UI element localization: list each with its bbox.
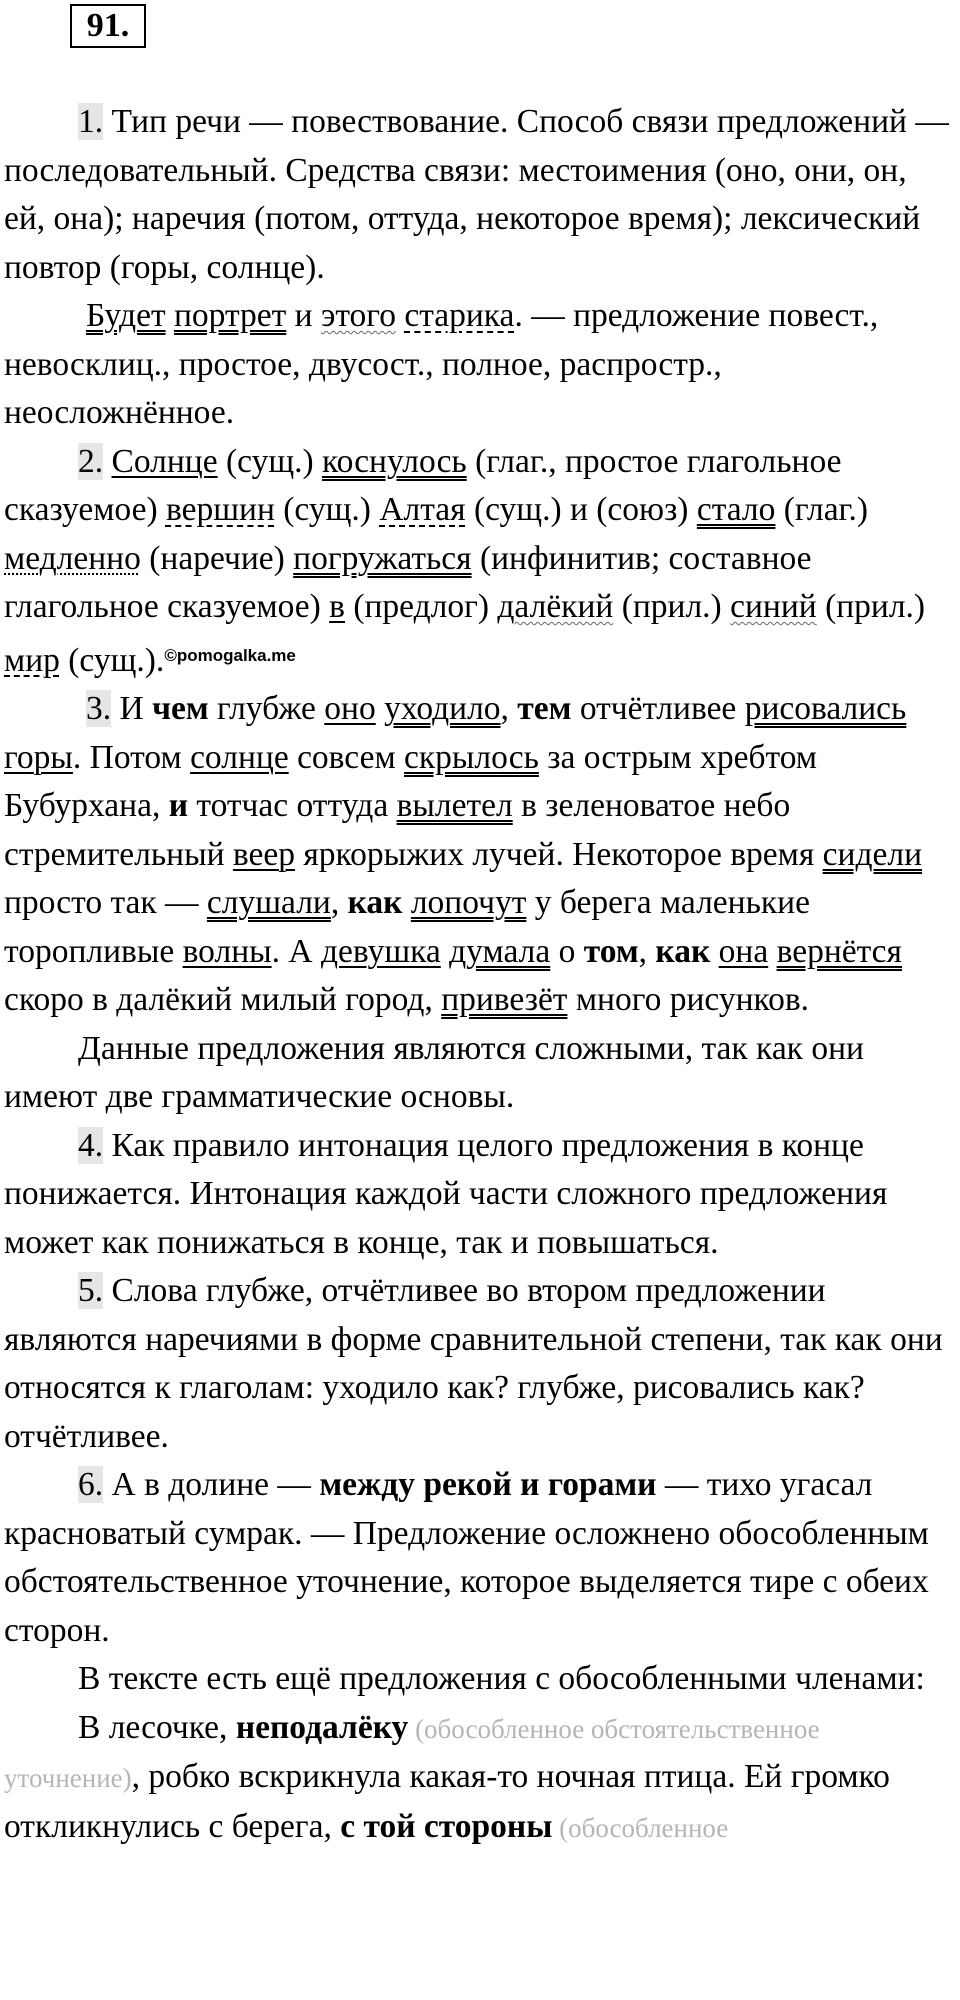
text: (прил.) xyxy=(816,588,926,625)
text: просто так — xyxy=(4,884,207,921)
text: много рисунков. xyxy=(567,981,810,1018)
text: (глаг.) xyxy=(775,491,869,528)
text xyxy=(710,933,718,970)
word: сидели xyxy=(822,835,923,873)
section-4 xyxy=(4,1122,956,1268)
section-3 xyxy=(4,685,956,1025)
word: погружаться xyxy=(293,539,472,577)
word: оно xyxy=(324,690,376,727)
section-6-example xyxy=(4,1704,956,1853)
text: скоро в далёкий милый город, xyxy=(4,981,442,1018)
word: рисовались xyxy=(744,690,907,727)
text: яркорыжих лучей. Некоторое время xyxy=(295,835,823,873)
word: мир xyxy=(4,641,60,679)
bold-word: и xyxy=(168,787,189,824)
bold-word: чем xyxy=(152,690,209,727)
text: совсем xyxy=(288,738,405,776)
word: слушали xyxy=(206,884,331,921)
grey-note: (обособленное xyxy=(552,1812,729,1843)
text: о xyxy=(550,932,584,970)
text: (инфинитив; составное глагольное сказуемое) xyxy=(4,539,812,625)
bold-word: как xyxy=(655,932,711,970)
text: . А xyxy=(271,932,321,970)
text: (сущ.) и (союз) xyxy=(465,491,697,528)
section-6-number: 6. xyxy=(78,1466,104,1503)
word: уходило xyxy=(384,690,501,727)
text: отчётливее xyxy=(571,690,745,727)
word: лопочут xyxy=(410,884,527,921)
section-2-number: 2. xyxy=(78,442,104,480)
word-budet: Будет xyxy=(86,297,166,334)
word: вылетел xyxy=(396,787,513,824)
text xyxy=(441,933,449,970)
section-1-parse xyxy=(4,292,956,438)
text: , xyxy=(330,884,348,921)
word: вернётся xyxy=(776,932,902,970)
word-starika: старика xyxy=(404,297,515,334)
bold-word: тем xyxy=(517,690,572,727)
section-4-text: Как правило интонация целого предложения в конце понижается. Интонация каждой части сложного предложения может как понижаться в конце, так и повышаться. xyxy=(4,1126,888,1261)
word: девушка xyxy=(320,932,441,970)
text: , xyxy=(638,932,656,970)
word: думала xyxy=(449,932,551,970)
text: , робко вскрикнула какая-то ночная птица. Ей громко откликнулись с берега, xyxy=(4,1758,890,1845)
word-etogo: этого xyxy=(320,297,396,334)
word: Солнце xyxy=(111,442,218,480)
text: (сущ.) xyxy=(217,442,323,480)
word: синий xyxy=(730,588,817,625)
text: (глаг., простое глагольное сказуемое) xyxy=(4,442,842,528)
text: тотчас оттуда xyxy=(188,787,397,824)
text: В лесочке, xyxy=(78,1708,236,1746)
watermark: ©pomogalka.me xyxy=(164,645,296,665)
text: (сущ.). xyxy=(59,641,165,679)
word: вершин xyxy=(165,491,275,528)
text: А в долине — xyxy=(103,1466,320,1503)
section-4-number: 4. xyxy=(78,1126,104,1164)
text: и xyxy=(286,297,321,334)
task-number: 91. xyxy=(70,4,146,48)
section-1 xyxy=(4,98,956,292)
word: скрылось xyxy=(404,738,539,776)
text: (наречие) xyxy=(140,539,294,577)
word-portret: портрет xyxy=(173,297,287,334)
word: далёкий xyxy=(497,588,614,625)
text xyxy=(768,933,776,970)
word: стало xyxy=(696,491,776,528)
section-1-number: 1. xyxy=(78,103,104,140)
word: веер xyxy=(232,835,296,873)
word: она xyxy=(718,932,769,970)
word: солнце xyxy=(190,738,289,776)
word: Алтая xyxy=(379,491,466,528)
word: волны xyxy=(182,932,272,970)
text xyxy=(402,884,410,921)
section-5-number: 5. xyxy=(78,1272,104,1309)
section-6-more: В тексте есть ещё предложения с обособленными членами: xyxy=(78,1660,925,1697)
section-5-text: Слова глубже, отчётливее во втором предложении являются наречиями в форме сравнительной степени, так как они относятся к глаголам: уходило как? глубже, рисовались как? отчётливее. xyxy=(4,1272,943,1455)
word: медленно xyxy=(4,539,141,577)
bold-phrase: с той стороны xyxy=(340,1807,553,1845)
word: в xyxy=(329,588,345,625)
text: И xyxy=(111,690,153,727)
text: (прил.) xyxy=(613,588,731,625)
text: . Потом xyxy=(72,738,191,776)
text: , xyxy=(500,690,518,727)
section-3-number: 3. xyxy=(86,690,112,727)
section-1-parse-text: . — предложение повест., невосклиц., простое, двусост., полное, распростр., неосложнённое. xyxy=(4,297,879,431)
text: за острым хребтом Бубурхана, xyxy=(4,738,817,824)
text: глубже xyxy=(208,690,325,727)
word: коснулось xyxy=(322,442,467,480)
bold-phrase: неподалёку xyxy=(235,1708,409,1746)
bold-phrase: между рекой и горами xyxy=(319,1466,657,1503)
text: (сущ.) xyxy=(274,491,380,528)
text xyxy=(376,690,384,727)
section-3-conclusion: Данные предложения являются сложными, так как они имеют две грамматические основы. xyxy=(4,1029,864,1115)
section-2 xyxy=(4,438,956,686)
section-6 xyxy=(4,1461,956,1655)
word: привезёт xyxy=(441,981,568,1018)
text: — тихо угасал красноватый сумрак. — Предложение осложнено обособленным обстоятельственное уточнение, которое выделяется тире с обеих сторон. xyxy=(4,1466,929,1649)
section-5 xyxy=(4,1267,956,1461)
text: у берега маленькие торопливые xyxy=(4,884,810,970)
bold-word: как xyxy=(347,884,403,921)
text: (предлог) xyxy=(344,588,498,625)
answer-content xyxy=(4,98,956,1852)
text: в зеленоватое небо стремительный xyxy=(4,787,791,873)
grey-note: (обособленное обстоятельственное уточнение) xyxy=(4,1713,820,1793)
section-1-text: Тип речи — повествование. Способ связи предложений — последовательный. Средства связи: местоимения (оно, они, он, ей, она); наречия (потом, оттуда, некоторое время); лексический повтор (горы, солнце). xyxy=(4,103,949,286)
word: горы xyxy=(4,738,73,776)
bold-word: том xyxy=(583,932,639,970)
